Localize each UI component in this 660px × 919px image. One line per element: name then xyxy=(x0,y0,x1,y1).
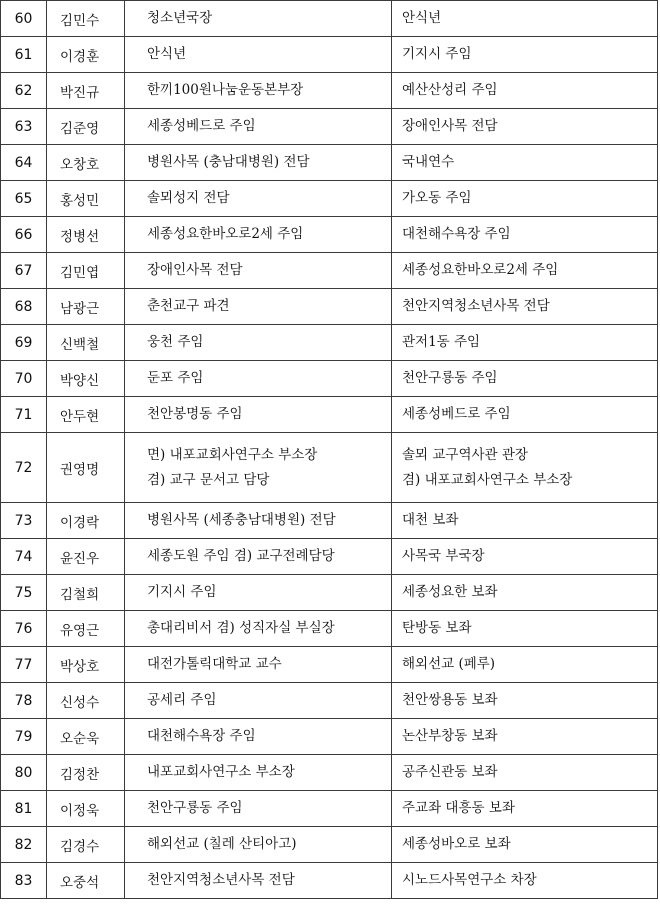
previous-post-cell xyxy=(125,145,392,181)
row-number: 69 xyxy=(1,325,47,361)
row-number: 64 xyxy=(1,145,47,181)
new-post-text: 대천해수욕장 주임 xyxy=(402,226,511,242)
new-post-cell xyxy=(392,647,658,683)
table-row xyxy=(1,611,658,647)
previous-post-cell xyxy=(125,1,392,37)
row-number: 62 xyxy=(1,73,47,109)
priest-name: 오중석 xyxy=(47,863,125,899)
previous-post-text: 내포교회사연구소 부소장 xyxy=(147,764,295,780)
new-post-text: 천안구룡동 주임 xyxy=(402,370,498,386)
new-post-text: 장애인사목 전담 xyxy=(402,118,498,134)
priest-name: 정병선 xyxy=(47,217,125,253)
new-post-cell xyxy=(392,217,658,253)
previous-post-text: 천안봉명동 주임 xyxy=(147,406,243,422)
priest-name: 남광근 xyxy=(47,289,125,325)
previous-post-text: 대전가톨릭대학교 교수 xyxy=(147,656,282,672)
previous-post-cell xyxy=(125,325,392,361)
priest-name: 오창호 xyxy=(47,145,125,181)
previous-post-text: 세종도원 주임 겸) 교구전례담당 xyxy=(147,548,335,564)
new-post-text: 예산산성리 주임 xyxy=(402,82,498,98)
previous-post-text: 장애인사목 전담 xyxy=(147,262,243,278)
previous-post-cell xyxy=(125,37,392,73)
table-row xyxy=(1,539,658,575)
new-post-cell xyxy=(392,145,658,181)
new-post-text: 세종성요한 보좌 xyxy=(402,584,498,600)
row-number: 73 xyxy=(1,503,47,539)
table-row xyxy=(1,253,658,289)
priest-name: 안두현 xyxy=(47,397,125,433)
row-number: 75 xyxy=(1,575,47,611)
row-number: 61 xyxy=(1,37,47,73)
appointment-table-body xyxy=(1,1,658,899)
row-number: 76 xyxy=(1,611,47,647)
previous-post-text: 천안구룡동 주임 xyxy=(147,800,243,816)
new-post-cell xyxy=(392,503,658,539)
row-number: 78 xyxy=(1,683,47,719)
table-row xyxy=(1,755,658,791)
new-post-text: 사목국 부국장 xyxy=(402,548,485,564)
priest-name: 박양신 xyxy=(47,361,125,397)
new-post-cell xyxy=(392,1,658,37)
previous-post-cell xyxy=(125,361,392,397)
table-row xyxy=(1,863,658,899)
priest-name: 신백철 xyxy=(47,325,125,361)
previous-post-text: 해외선교 (칠레 산티아고) xyxy=(147,836,297,852)
new-post-cell xyxy=(392,325,658,361)
new-post-cell xyxy=(392,719,658,755)
row-number: 60 xyxy=(1,1,47,37)
row-number: 68 xyxy=(1,289,47,325)
new-post-text: 주교좌 대흥동 보좌 xyxy=(402,800,515,816)
row-number: 70 xyxy=(1,361,47,397)
new-post-text: 시노드사목연구소 차장 xyxy=(402,872,537,888)
previous-post-cell xyxy=(125,433,392,503)
new-post-text: 관저1동 주임 xyxy=(402,334,481,350)
priest-name: 권영명 xyxy=(47,433,125,503)
previous-post-cell xyxy=(125,575,392,611)
previous-post-cell xyxy=(125,827,392,863)
row-number: 79 xyxy=(1,719,47,755)
new-post-cell xyxy=(392,397,658,433)
new-post-cell xyxy=(392,683,658,719)
row-number: 81 xyxy=(1,791,47,827)
row-number: 66 xyxy=(1,217,47,253)
priest-name: 신성수 xyxy=(47,683,125,719)
table-row xyxy=(1,575,658,611)
new-post-cell xyxy=(392,863,658,899)
previous-post-cell xyxy=(125,109,392,145)
new-post-text: 가오동 주임 xyxy=(402,190,472,206)
table-row xyxy=(1,503,658,539)
priest-name: 이경락 xyxy=(47,503,125,539)
new-post-cell xyxy=(392,539,658,575)
priest-name: 유영근 xyxy=(47,611,125,647)
previous-post-text: 세종성베드로 주임 xyxy=(147,118,256,134)
new-post-text: 세종성요한바오로2세 주임 xyxy=(402,262,559,278)
previous-post-cell xyxy=(125,289,392,325)
previous-post-text: 세종성요한바오로2세 주임 xyxy=(147,226,304,242)
table-row xyxy=(1,181,658,217)
new-post-cell xyxy=(392,361,658,397)
priest-name: 박상호 xyxy=(47,647,125,683)
previous-post-text: 총대리비서 겸) 성직자실 부실장 xyxy=(147,620,335,636)
row-number: 80 xyxy=(1,755,47,791)
new-post-cell xyxy=(392,433,658,503)
previous-post-text: 둔포 주임 xyxy=(147,370,204,386)
previous-post-text: 병원사목 (충남대병원) 전담 xyxy=(147,154,310,170)
new-post-cell xyxy=(392,289,658,325)
previous-post-cell xyxy=(125,397,392,433)
new-post-text: 세종성바오로 보좌 xyxy=(402,836,511,852)
row-number: 72 xyxy=(1,433,47,503)
previous-post-cell xyxy=(125,755,392,791)
row-number: 74 xyxy=(1,539,47,575)
new-post-text: 논산부창동 보좌 xyxy=(402,728,498,744)
priest-name: 김정찬 xyxy=(47,755,125,791)
table-row xyxy=(1,145,658,181)
new-post-text: 해외선교 (페루) xyxy=(402,656,496,672)
table-row xyxy=(1,719,658,755)
priest-name: 이정욱 xyxy=(47,791,125,827)
table-row xyxy=(1,73,658,109)
new-post-text: 세종성베드로 주임 xyxy=(402,406,511,422)
priest-name: 오순욱 xyxy=(47,719,125,755)
table-row xyxy=(1,289,658,325)
row-number: 65 xyxy=(1,181,47,217)
priest-name: 이경훈 xyxy=(47,37,125,73)
new-post-cell xyxy=(392,109,658,145)
previous-post-text: 웅천 주임 xyxy=(147,334,204,350)
previous-post-text: 공세리 주임 xyxy=(147,692,217,708)
previous-post-cell xyxy=(125,503,392,539)
previous-post-text: 대천해수욕장 주임 xyxy=(147,728,256,744)
table-row xyxy=(1,433,658,503)
priest-name: 김준영 xyxy=(47,109,125,145)
new-post-cell xyxy=(392,611,658,647)
row-number: 67 xyxy=(1,253,47,289)
new-post-text: 국내연수 xyxy=(402,154,455,170)
previous-post-text: 천안지역청소년사목 전담 xyxy=(147,872,295,888)
row-number: 63 xyxy=(1,109,47,145)
previous-post-text: 면) 내포교회사연구소 부소장 xyxy=(147,446,318,463)
previous-post-text: 한끼100원나눔운동본부장 xyxy=(147,82,304,98)
new-post-text: 천안지역청소년사목 전담 xyxy=(402,298,550,314)
previous-post-text: 병원사목 (세종충남대병원) 전담 xyxy=(147,512,336,528)
table-row xyxy=(1,827,658,863)
new-post-cell xyxy=(392,755,658,791)
row-number: 83 xyxy=(1,863,47,899)
priest-name: 박진규 xyxy=(47,73,125,109)
priest-name: 김철희 xyxy=(47,575,125,611)
previous-post-cell xyxy=(125,683,392,719)
previous-post-cell xyxy=(125,863,392,899)
table-row xyxy=(1,361,658,397)
previous-post-text: 기지시 주임 xyxy=(147,584,217,600)
previous-post-cell xyxy=(125,217,392,253)
previous-post-cell xyxy=(125,181,392,217)
priest-name: 윤진우 xyxy=(47,539,125,575)
previous-post-cell xyxy=(125,73,392,109)
previous-post-cell xyxy=(125,611,392,647)
previous-post-text: 청소년국장 xyxy=(147,10,213,26)
new-post-text: 안식년 xyxy=(402,10,442,26)
new-post-text: 기지시 주임 xyxy=(402,46,472,62)
previous-post-text: 솔뫼성지 전담 xyxy=(147,190,230,206)
table-row xyxy=(1,109,658,145)
table-row xyxy=(1,325,658,361)
table-row xyxy=(1,217,658,253)
table-row xyxy=(1,37,658,73)
new-post-cell xyxy=(392,37,658,73)
new-post-cell xyxy=(392,73,658,109)
previous-post-cell xyxy=(125,647,392,683)
previous-post-cell xyxy=(125,539,392,575)
new-post-text: 탄방동 보좌 xyxy=(402,620,472,636)
new-post-text: 겸) 내포교회사연구소 부소장 xyxy=(402,471,573,488)
row-number: 82 xyxy=(1,827,47,863)
priest-name: 김경수 xyxy=(47,827,125,863)
row-number: 71 xyxy=(1,397,47,433)
row-number: 77 xyxy=(1,647,47,683)
new-post-cell xyxy=(392,253,658,289)
new-post-cell xyxy=(392,827,658,863)
table-row xyxy=(1,791,658,827)
new-post-cell xyxy=(392,181,658,217)
priest-name: 홍성민 xyxy=(47,181,125,217)
new-post-cell xyxy=(392,575,658,611)
table-row xyxy=(1,647,658,683)
new-post-text: 대천 보좌 xyxy=(402,512,459,528)
new-post-text: 공주신관동 보좌 xyxy=(402,764,498,780)
previous-post-cell xyxy=(125,253,392,289)
new-post-cell xyxy=(392,791,658,827)
previous-post-text: 안식년 xyxy=(147,46,187,62)
priest-name: 김민엽 xyxy=(47,253,125,289)
new-post-text: 천안쌍용동 보좌 xyxy=(402,692,498,708)
previous-post-cell xyxy=(125,791,392,827)
priest-name: 김민수 xyxy=(47,1,125,37)
previous-post-text: 춘천교구 파견 xyxy=(147,298,230,314)
previous-post-text: 겸) 교구 문서고 담당 xyxy=(147,471,270,488)
table-row xyxy=(1,683,658,719)
table-row xyxy=(1,1,658,37)
table-row xyxy=(1,397,658,433)
previous-post-cell xyxy=(125,719,392,755)
new-post-text: 솔뫼 교구역사관 관장 xyxy=(402,446,528,463)
